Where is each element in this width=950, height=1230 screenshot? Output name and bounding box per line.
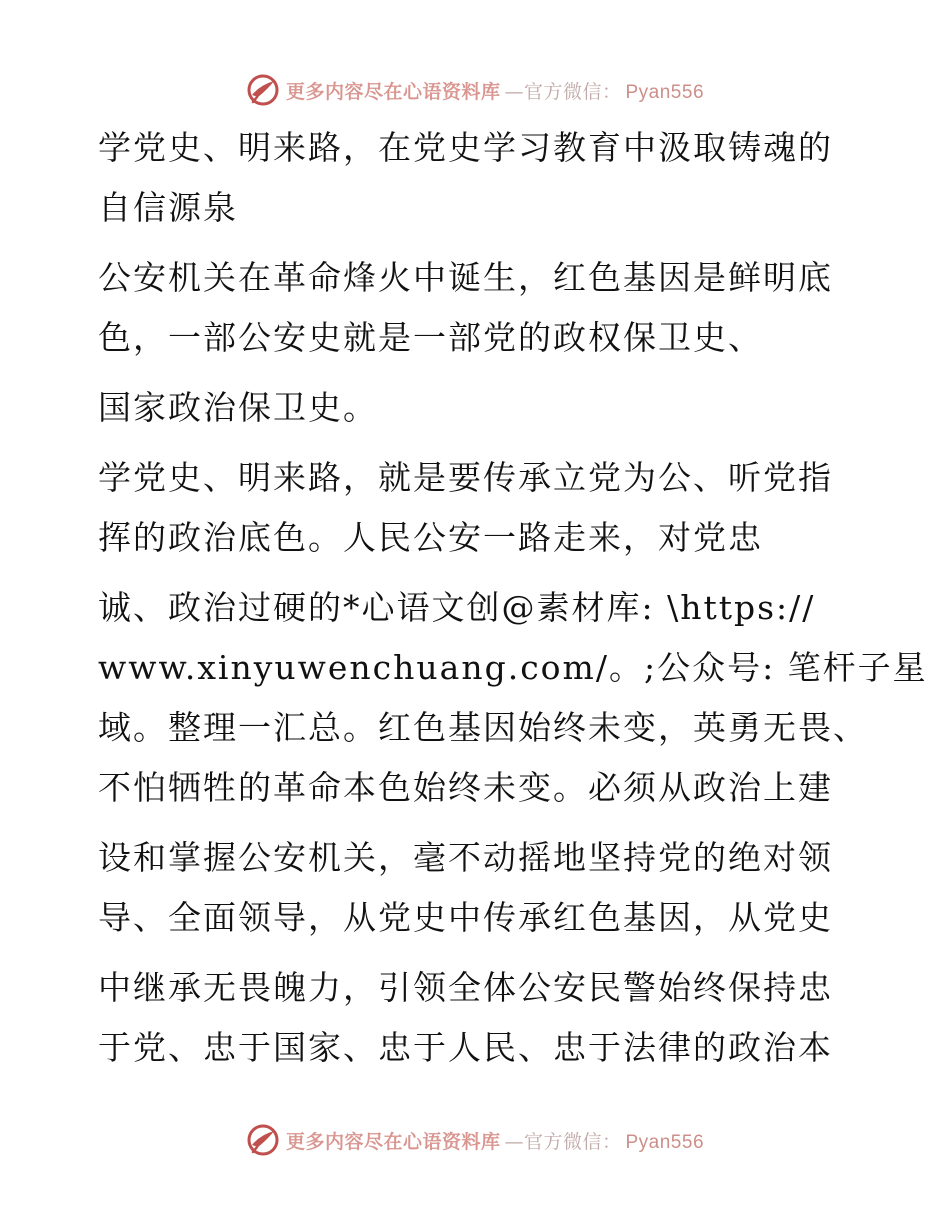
- text-line: www.xinyuwenchuang.com/。;公众号: 笔杆子星: [98, 648, 928, 687]
- pen-logo-icon: [246, 1123, 280, 1157]
- header-banner-text: [286, 77, 704, 104]
- header-banner-sub: —官方微信：: [504, 80, 622, 103]
- text-line: 导、全面领导，从党史中传承红色基因，从党史: [98, 898, 833, 937]
- paragraph-6: [98, 828, 838, 948]
- text-line: 不怕牺牲的革命本色始终未变。必须从政治上建: [98, 768, 833, 807]
- paragraph-5: [98, 578, 928, 818]
- text-line: 挥的政治底色。人民公安一路走来，对党忠: [98, 518, 763, 557]
- header-banner-main: 更多内容尽在心语资料库: [285, 80, 501, 103]
- footer-banner-sub: —官方微信：: [504, 1130, 622, 1153]
- footer-banner-main: 更多内容尽在心语资料库: [285, 1130, 501, 1153]
- text-line: 学党史、明来路，就是要传承立党为公、听党指: [98, 458, 833, 497]
- text-line: 国家政治保卫史。: [98, 388, 378, 427]
- pen-logo-icon: [246, 73, 280, 107]
- document-body: [98, 118, 928, 1078]
- text-line: 设和掌握公安机关，毫不动摇地坚持党的绝对领: [98, 838, 833, 877]
- paragraph-3: [98, 378, 838, 438]
- text-line: 诚、政治过硬的*心语文创@素材库: \https://: [98, 588, 816, 627]
- footer-banner-text: [286, 1127, 704, 1154]
- header-watermark-banner: [0, 70, 950, 110]
- text-line: 中继承无畏魄力，引领全体公安民警始终保持忠: [98, 968, 833, 1007]
- paragraph-7: [98, 958, 838, 1078]
- text-line: 公安机关在革命烽火中诞生，红色基因是鲜明底: [98, 258, 833, 297]
- paragraph-1: [98, 118, 838, 238]
- text-line: 自信源泉: [98, 188, 238, 227]
- paragraph-2: [98, 248, 838, 368]
- header-banner-id: Pyan556: [625, 81, 705, 103]
- paragraph-4: [98, 448, 838, 568]
- text-line: 于党、忠于国家、忠于人民、忠于法律的政治本: [98, 1028, 833, 1067]
- text-line: 学党史、明来路，在党史学习教育中汲取铸魂的: [98, 128, 833, 167]
- footer-banner-id: Pyan556: [625, 1131, 705, 1153]
- text-line: 域。整理一汇总。红色基因始终未变，英勇无畏、: [98, 708, 868, 747]
- footer-watermark-banner: [0, 1120, 950, 1160]
- text-line: 色，一部公安史就是一部党的政权保卫史、: [98, 318, 763, 357]
